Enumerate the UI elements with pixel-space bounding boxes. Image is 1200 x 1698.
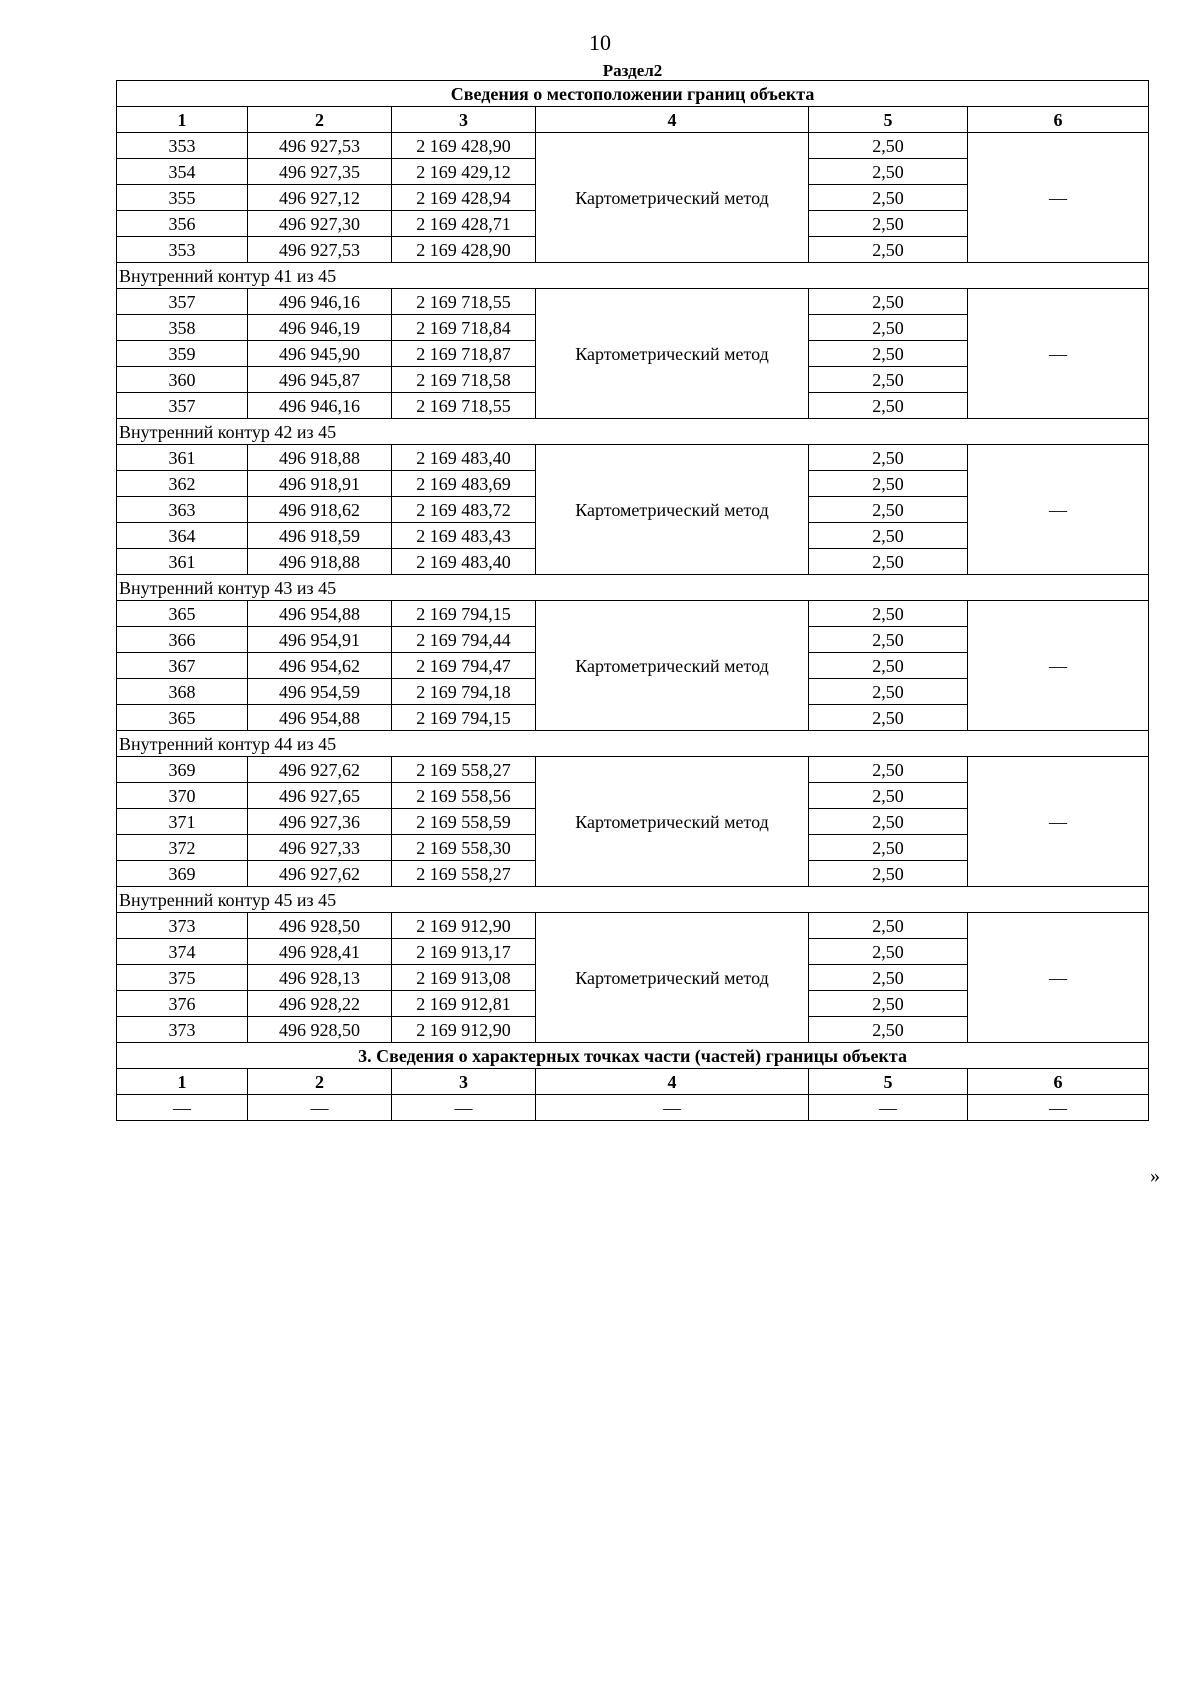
method-cell: Картометрический метод — [536, 601, 809, 731]
coordinate-x: 496 954,62 — [248, 653, 392, 679]
column-header: 1 — [117, 1069, 248, 1095]
accuracy-value: 2,50 — [809, 471, 968, 497]
method-cell: Картометрический метод — [536, 289, 809, 419]
point-number: 364 — [117, 523, 248, 549]
point-number: 363 — [117, 497, 248, 523]
accuracy-value: 2,50 — [809, 939, 968, 965]
point-number: 374 — [117, 939, 248, 965]
coordinate-x: 496 918,91 — [248, 471, 392, 497]
accuracy-value: 2,50 — [809, 315, 968, 341]
table-row — [117, 601, 1149, 627]
accuracy-value: 2,50 — [809, 627, 968, 653]
point-number: 357 — [117, 393, 248, 419]
accuracy-value: 2,50 — [809, 289, 968, 315]
point-number: 369 — [117, 757, 248, 783]
coordinate-y: 2 169 429,12 — [392, 159, 536, 185]
section3-title: 3. Сведения о характерных точках части (частей) границы объекта — [117, 1043, 1149, 1069]
point-number: 357 — [117, 289, 248, 315]
empty-dash-cell: — — [536, 1095, 809, 1121]
coordinate-y: 2 169 794,44 — [392, 627, 536, 653]
coordinate-x: 496 928,50 — [248, 1017, 392, 1043]
empty-dash-cell: — — [809, 1095, 968, 1121]
coordinate-y: 2 169 718,55 — [392, 289, 536, 315]
empty-dash-cell: — — [392, 1095, 536, 1121]
coordinate-x: 496 918,59 — [248, 523, 392, 549]
point-number: 355 — [117, 185, 248, 211]
column-header: 5 — [809, 107, 968, 133]
contour-label-row — [117, 887, 1149, 913]
column-header-row — [117, 107, 1149, 133]
empty-dash-cell: — — [248, 1095, 392, 1121]
column-header: 2 — [248, 107, 392, 133]
coordinate-x: 496 927,62 — [248, 861, 392, 887]
accuracy-value: 2,50 — [809, 861, 968, 887]
accuracy-value: 2,50 — [809, 965, 968, 991]
coordinate-y: 2 169 718,87 — [392, 341, 536, 367]
empty-dash-cell: — — [968, 289, 1149, 419]
coordinate-x: 496 946,16 — [248, 393, 392, 419]
accuracy-value: 2,50 — [809, 809, 968, 835]
column-header: 3 — [392, 107, 536, 133]
accuracy-value: 2,50 — [809, 601, 968, 627]
coordinate-y: 2 169 912,81 — [392, 991, 536, 1017]
coordinate-y: 2 169 913,17 — [392, 939, 536, 965]
coordinate-y: 2 169 794,18 — [392, 679, 536, 705]
point-number: 371 — [117, 809, 248, 835]
accuracy-value: 2,50 — [809, 133, 968, 159]
section3-data-row — [117, 1095, 1149, 1121]
coordinate-x: 496 918,62 — [248, 497, 392, 523]
point-number: 365 — [117, 601, 248, 627]
contour-label: Внутренний контур 44 из 45 — [117, 731, 1149, 757]
table-row — [117, 757, 1149, 783]
coordinate-x: 496 927,62 — [248, 757, 392, 783]
coordinate-y: 2 169 483,69 — [392, 471, 536, 497]
coordinate-y: 2 169 558,56 — [392, 783, 536, 809]
point-number: 360 — [117, 367, 248, 393]
column-header: 5 — [809, 1069, 968, 1095]
point-number: 362 — [117, 471, 248, 497]
coordinate-y: 2 169 558,27 — [392, 861, 536, 887]
point-number: 373 — [117, 1017, 248, 1043]
method-cell: Картометрический метод — [536, 445, 809, 575]
contour-label: Внутренний контур 41 из 45 — [117, 263, 1149, 289]
contour-label-row — [117, 575, 1149, 601]
point-number: 359 — [117, 341, 248, 367]
accuracy-value: 2,50 — [809, 783, 968, 809]
point-number: 373 — [117, 913, 248, 939]
coordinate-y: 2 169 718,84 — [392, 315, 536, 341]
point-number: 375 — [117, 965, 248, 991]
coordinate-x: 496 918,88 — [248, 445, 392, 471]
coordinate-x: 496 927,36 — [248, 809, 392, 835]
accuracy-value: 2,50 — [809, 705, 968, 731]
coordinate-x: 496 945,90 — [248, 341, 392, 367]
method-cell: Картометрический метод — [536, 133, 809, 263]
point-number: 353 — [117, 133, 248, 159]
contour-label-row — [117, 419, 1149, 445]
accuracy-value: 2,50 — [809, 991, 968, 1017]
coordinate-x: 496 927,53 — [248, 133, 392, 159]
coordinate-y: 2 169 428,71 — [392, 211, 536, 237]
coordinate-x: 496 928,41 — [248, 939, 392, 965]
point-number: 353 — [117, 237, 248, 263]
empty-dash-cell: — — [968, 133, 1149, 263]
accuracy-value: 2,50 — [809, 393, 968, 419]
contour-label-row — [117, 263, 1149, 289]
section-label: Раздел2 — [602, 61, 663, 80]
coordinate-y: 2 169 558,27 — [392, 757, 536, 783]
coordinate-x: 496 918,88 — [248, 549, 392, 575]
section3-header-row — [117, 1069, 1149, 1095]
column-header: 6 — [968, 1069, 1149, 1095]
section3-title-row — [117, 1043, 1149, 1069]
coordinate-y: 2 169 558,59 — [392, 809, 536, 835]
coordinate-x: 496 928,22 — [248, 991, 392, 1017]
accuracy-value: 2,50 — [809, 237, 968, 263]
accuracy-value: 2,50 — [809, 159, 968, 185]
coordinate-y: 2 169 794,15 — [392, 705, 536, 731]
contour-label: Внутренний контур 42 из 45 — [117, 419, 1149, 445]
empty-dash-cell: — — [117, 1095, 248, 1121]
accuracy-value: 2,50 — [809, 523, 968, 549]
coordinate-x: 496 927,35 — [248, 159, 392, 185]
point-number: 367 — [117, 653, 248, 679]
accuracy-value: 2,50 — [809, 913, 968, 939]
column-header: 6 — [968, 107, 1149, 133]
accuracy-value: 2,50 — [809, 445, 968, 471]
coordinate-y: 2 169 718,58 — [392, 367, 536, 393]
point-number: 354 — [117, 159, 248, 185]
coordinate-y: 2 169 913,08 — [392, 965, 536, 991]
point-number: 368 — [117, 679, 248, 705]
point-number: 361 — [117, 445, 248, 471]
coordinate-x: 496 927,33 — [248, 835, 392, 861]
accuracy-value: 2,50 — [809, 1017, 968, 1043]
accuracy-value: 2,50 — [809, 653, 968, 679]
empty-dash-cell: — — [968, 445, 1149, 575]
column-header: 3 — [392, 1069, 536, 1095]
coordinate-x: 496 954,88 — [248, 705, 392, 731]
accuracy-value: 2,50 — [809, 497, 968, 523]
accuracy-value: 2,50 — [809, 549, 968, 575]
coordinate-y: 2 169 483,43 — [392, 523, 536, 549]
column-header: 4 — [536, 107, 809, 133]
coordinate-y: 2 169 483,40 — [392, 549, 536, 575]
coordinate-y: 2 169 912,90 — [392, 913, 536, 939]
point-number: 369 — [117, 861, 248, 887]
coordinate-y: 2 169 794,47 — [392, 653, 536, 679]
table-title: Сведения о местоположении границ объекта — [117, 81, 1149, 107]
point-number: 358 — [117, 315, 248, 341]
coordinate-x: 496 954,59 — [248, 679, 392, 705]
method-cell: Картометрический метод — [536, 913, 809, 1043]
coordinate-y: 2 169 558,30 — [392, 835, 536, 861]
coordinate-y: 2 169 794,15 — [392, 601, 536, 627]
table-row — [117, 289, 1149, 315]
coordinate-y: 2 169 428,94 — [392, 185, 536, 211]
contour-label: Внутренний контур 43 из 45 — [117, 575, 1149, 601]
coordinate-x: 496 945,87 — [248, 367, 392, 393]
point-number: 366 — [117, 627, 248, 653]
accuracy-value: 2,50 — [809, 367, 968, 393]
coordinate-y: 2 169 912,90 — [392, 1017, 536, 1043]
point-number: 365 — [117, 705, 248, 731]
table-title-row — [117, 81, 1149, 107]
coordinate-x: 496 928,50 — [248, 913, 392, 939]
accuracy-value: 2,50 — [809, 679, 968, 705]
column-header: 2 — [248, 1069, 392, 1095]
empty-dash-cell: — — [968, 757, 1149, 887]
end-quote-mark: » — [1150, 1165, 1160, 1187]
coordinate-y: 2 169 483,72 — [392, 497, 536, 523]
accuracy-value: 2,50 — [809, 757, 968, 783]
coordinate-x: 496 946,16 — [248, 289, 392, 315]
table-row — [117, 133, 1149, 159]
accuracy-value: 2,50 — [809, 341, 968, 367]
empty-dash-cell: — — [968, 913, 1149, 1043]
method-cell: Картометрический метод — [536, 757, 809, 887]
table-row — [117, 913, 1149, 939]
table-row — [117, 445, 1149, 471]
coordinate-y: 2 169 428,90 — [392, 237, 536, 263]
accuracy-value: 2,50 — [809, 185, 968, 211]
coordinate-x: 496 927,65 — [248, 783, 392, 809]
empty-dash-cell: — — [968, 1095, 1149, 1121]
coordinate-x: 496 927,12 — [248, 185, 392, 211]
coordinate-x: 496 927,30 — [248, 211, 392, 237]
boundary-table — [116, 80, 1149, 1121]
coordinate-x: 496 954,91 — [248, 627, 392, 653]
contour-label: Внутренний контур 45 из 45 — [117, 887, 1149, 913]
coordinate-x: 496 946,19 — [248, 315, 392, 341]
point-number: 372 — [117, 835, 248, 861]
point-number: 370 — [117, 783, 248, 809]
coordinate-x: 496 954,88 — [248, 601, 392, 627]
point-number: 356 — [117, 211, 248, 237]
coordinate-x: 496 928,13 — [248, 965, 392, 991]
column-header: 1 — [117, 107, 248, 133]
empty-dash-cell: — — [968, 601, 1149, 731]
column-header: 4 — [536, 1069, 809, 1095]
accuracy-value: 2,50 — [809, 211, 968, 237]
coordinate-y: 2 169 428,90 — [392, 133, 536, 159]
accuracy-value: 2,50 — [809, 835, 968, 861]
point-number: 376 — [117, 991, 248, 1017]
coordinate-y: 2 169 483,40 — [392, 445, 536, 471]
coordinate-y: 2 169 718,55 — [392, 393, 536, 419]
page-number: 10 — [589, 30, 611, 55]
contour-label-row — [117, 731, 1149, 757]
point-number: 361 — [117, 549, 248, 575]
coordinate-x: 496 927,53 — [248, 237, 392, 263]
